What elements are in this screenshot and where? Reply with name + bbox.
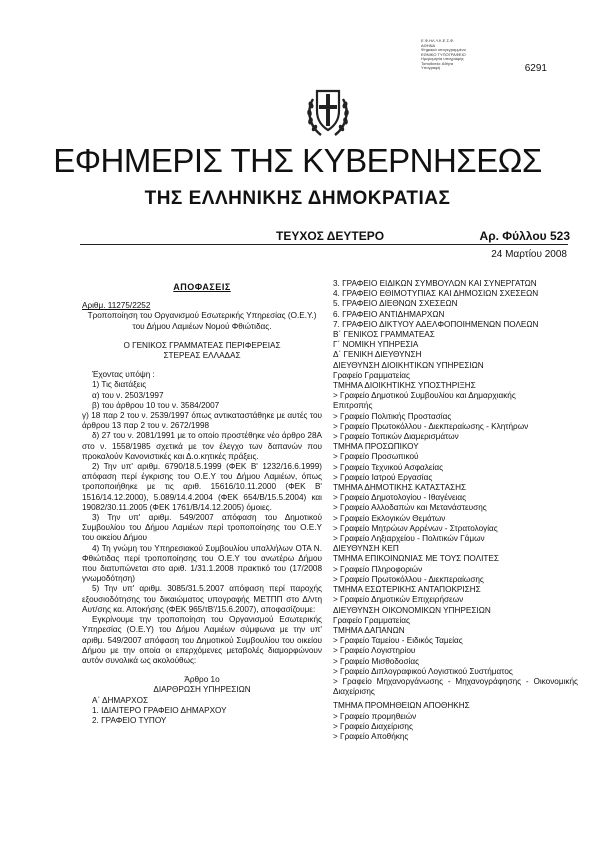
list-item: Δ΄ ΓΕΝΙΚΗ ΔΙΕΥΘΥΝΣΗ: [333, 350, 422, 360]
decision-ref: Αριθμ. 11275/2252: [82, 301, 151, 311]
left-column: [82, 282, 322, 726]
header-rule: [80, 244, 568, 245]
decisions-heading: ΑΠΟΦΑΣΕΙΣ: [173, 282, 231, 292]
meta-line: Υπογραφή: [421, 65, 441, 70]
paragraph: γ) 18 παρ 2 του ν. 2539/1997 όπως αντικαταστάθηκε με αυτές του άρθρου 13 παρ 2 του ν. 2672/1998: [82, 411, 322, 431]
paragraph: 5) Την υπ' αριθμ. 3085/31.5.2007 απόφαση περί παροχής εξουσιοδότησης του δικαιώματος υπογραφής ΜΕΤΠΠ στο Δ/ντη Αυτ/σης κα. Αποκήσης (ΦΕΚ 965/τΒ'/15.6.2007), αποφασίζουμε:: [82, 584, 322, 614]
meta-line: Ε.Φ.ΗΛ.Υ.Κ.Ε.Σ.Φ.: [421, 38, 455, 43]
list-item: > Γραφείο Ληξιαρχείου - Πολιτικών Γάμων: [333, 534, 485, 544]
list-item: > Γραφείο Ταμείου - Ειδικός Ταμείας: [333, 636, 463, 646]
list-item: > Γραφείο Προσωπικού: [333, 452, 419, 462]
list-item: Α΄ ΔΗΜΑΡΧΟΣ: [92, 695, 149, 705]
list-item: > Γραφείο Διαχείρισης: [333, 721, 413, 731]
list-item: > Γραφείο Μηχανοργάνωσης - Μηχανογράφησης - Οικονομικής Διαχείρισης: [333, 676, 578, 697]
list-item: ΤΜΗΜΑ ΠΡΟΜΗΘΕΙΩΝ ΑΠΟΘΗΚΗΣ: [333, 701, 470, 711]
right-column: [333, 279, 578, 742]
list-item: ΔΙΕΥΘΥΝΣΗ ΟΙΚΟΝΟΜΙΚΩΝ ΥΠΗΡΕΣΙΩΝ: [333, 605, 491, 615]
list-item: > Γραφείο Δημοτικού Συμβουλίου και Δημαρχιακής: [333, 391, 516, 401]
paragraph: 3) Την υπ' αριθμ. 549/2007 απόφαση του Δημοτικού Συμβουλίου του Δήμου Λαμιέων περί τροποποίησης του Ο.Ε.Υ του οικείου Δήμου: [82, 513, 322, 543]
list-item: ΤΜΗΜΑ ΕΣΩΤΕΡΙΚΗΣ ΑΝΤΑΠΟΚΡΙΣΗΣ: [333, 585, 481, 595]
list-item: 4. ΓΡΑΦΕΙΟ ΕΘΙΜΟΤΥΠΙΑΣ ΚΑΙ ΔΗΜΟΣΙΩΝ ΣΧΕΣΕΩΝ: [333, 289, 539, 299]
list-item: 3. ΓΡΑΦΕΙΟ ΕΙΔΙΚΩΝ ΣΥΜΒΟΥΛΩΝ ΚΑΙ ΣΥΝΕΡΓΑΤΩΝ: [333, 279, 537, 288]
list-item: > Γραφείο Μισθοδοσίας: [333, 656, 420, 666]
list-item: Γραφείο Γραμματείας: [333, 615, 410, 625]
list-item: > Γραφείο προμηθειών: [333, 711, 417, 721]
list-item: 2. ΓΡΑΦΕΙΟ ΤΥΠΟΥ: [92, 715, 167, 725]
paragraph: 4) Τη γνώμη του Υπηρεσιακού Συμβουλίου υπαλλήλων ΟΤΑ Ν. Φθιώτιδας περί τροποποίησης του Ο.Ε.Υ του ανωτέρω Δήμου που διατυπώνεται στο αριθ. 1/31.1.2008 πρακτικό του (17/2008 γνωμοδότηση): [82, 543, 322, 584]
list-item: ΔΙΕΥΘΥΝΣΗ ΚΕΠ: [333, 544, 399, 554]
authority-line-1: Ο ΓΕΝΙΚΟΣ ΓΡΑΜΜΑΤΕΑΣ ΠΕΡΙΦΕΡΕΙΑΣ: [123, 340, 281, 350]
list-item: ΤΜΗΜΑ ΠΡΟΣΩΠΙΚΟΥ: [333, 442, 419, 452]
page-number: 6291: [524, 63, 547, 74]
meta-line: ΕΘΝΙΚΟ ΤΥΠΟΓΡΑΦΕΙΟ: [421, 51, 466, 57]
digital-signature-block: [421, 39, 466, 71]
list-item: ΤΜΗΜΑ ΔΙΟΙΚΗΤΙΚΗΣ ΥΠΟΣΤΗΡΙΞΗΣ: [333, 381, 476, 391]
list-item: > Γραφείο Εκλογικών Θεμάτων: [333, 513, 446, 523]
list-item: > Γραφείο Τοπικών Διαμερισμάτων: [333, 432, 459, 442]
list-item: > Γραφείο Αποθήκης: [333, 731, 409, 741]
list-item: > Γραφείο Ιατρού Εργασίας: [333, 472, 433, 482]
decision-subject: Τροποποίηση του Οργανισμού Εσωτερικής Υπηρεσίας (Ο.Ε.Υ.) του Δήμου Λαμιέων Νομού Φθιώτιδας.: [87, 311, 317, 331]
list-item: 1. ΙΔΙΑΙΤΕΡΟ ΓΡΑΦΕΙΟ ΔΗΜΑΡΧΟΥ: [92, 705, 227, 715]
list-item: > Γραφείο Δημοτικών Επιχειρήσεων: [333, 595, 464, 605]
having-regard: Έχοντας υπόψη :: [92, 370, 155, 380]
issue-date: 24 Μαρτίου 2008: [491, 249, 567, 260]
list-item: > Γραφείο Τεχνικού Ασφαλείας: [333, 462, 444, 472]
list-item: > Γραφείο Δημοτολογίου - Ιθαγένειας: [333, 493, 467, 503]
list-item: 5. ΓΡΑΦΕΙΟ ΔΙΕΘΝΩΝ ΣΧΕΣΕΩΝ: [333, 299, 458, 309]
list-item: > Γραφείο Διπλογραφικού Λογιστικού Συστήματος: [333, 666, 513, 676]
meta-line: ΑΘΗΝΑ: [421, 42, 436, 48]
authority-line-2: ΣΤΕΡΕΑΣ ΕΛΛΑΔΑΣ: [163, 351, 241, 361]
article-number: Άρθρο 1ο: [184, 675, 220, 685]
paragraph: δ) 27 του ν. 2081/1991 με το οποίο προστέθηκε νέο άρθρο 28Α στο ν. 1558/1985 σχετικά με τον έλεγχο των δαπανών που προκαλούν Κανονιστικές και Δ.ο.κητικές πράξεις.: [82, 431, 322, 461]
list-item: Γραφείο Γραμματείας: [333, 370, 410, 380]
sheet-number: Αρ. Φύλλου 523: [479, 229, 570, 243]
list-item: > Γραφείο Αλλοδαπών και Μετανάστευσης: [333, 503, 487, 513]
list-item: > Γραφείο Μητρώων Αρρένων - Στρατολογίας: [333, 523, 498, 533]
issue-label: ΤΕΥΧΟΣ ΔΕΥΤΕΡΟ: [276, 229, 385, 243]
list-item: > Γραφείο Πρωτοκόλλου - Διεκπεραίωσης: [333, 574, 484, 584]
list-item: ΤΜΗΜΑ ΔΗΜΟΤΙΚΗΣ ΚΑΤΑΣΤΑΣΗΣ: [333, 483, 467, 493]
article-title: ΔΙΑΡΘΡΩΣΗ ΥΠΗΡΕΣΙΩΝ: [153, 685, 251, 695]
list-item: 6. ΓΡΑΦΕΙΟ ΑΝΤΙΔΗΜΑΡΧΩΝ: [333, 309, 445, 319]
meta-line: Ψηφιακά υπογεγραμμένο: [421, 47, 466, 52]
list-item: Επιτροπής: [333, 401, 373, 411]
list-item: ΤΜΗΜΑ ΔΑΠΑΝΩΝ: [333, 625, 405, 635]
gazette-subtitle: ΤΗΣ ΕΛΛΗΝΙΚΗΣ ΔΗΜΟΚΡΑΤΙΑΣ: [144, 188, 451, 209]
list-item: > Γραφείο Λογιστηρίου: [333, 646, 416, 656]
list-item: 7. ΓΡΑΦΕΙΟ ΔΙΚΤΥΟΥ ΑΔΕΛΦΟΠΟΙΗΜΕΝΩΝ ΠΟΛΕΩΝ: [333, 319, 539, 329]
list-item: Γ΄ ΝΟΜΙΚΗ ΥΠΗΡΕΣΙΑ: [333, 340, 419, 350]
list-item: > Γραφείο Πληροφοριών: [333, 564, 423, 574]
gazette-title: ΕΦΗΜΕΡΙΣ ΤΗΣ ΚΥΒΕΡΝΗΣΕΩΣ: [53, 142, 542, 179]
paragraph: β) του άρθρου 10 του ν. 3584/2007: [92, 400, 220, 410]
paragraph: 1) Τις διατάξεις: [92, 380, 147, 390]
list-item: ΔΙΕΥΘΥΝΣΗ ΔΙΟΙΚΗΤΙΚΩΝ ΥΠΗΡΕΣΙΩΝ: [333, 360, 484, 370]
meta-line: Ημερομηνία υπογραφής: [421, 56, 464, 61]
paragraph: 2) Την υπ' αριθμ. 6790/18.5.1999 (ΦΕΚ Β' 1232/16.6.1999) απόφαση περί έγκρισης του Ο.Ε.Υ του Δήμου Λαμιέων, όπως τροποποιήθηκε με τις αριθ. 15616/10.11.2000 (ΦΕΚ Β' 1516/14.12.2000), 5.089/14.4.2004 (ΦΕΚ 654/Β/15.5.2004) και 19082/30.11.2005 (ΦΕΚ 1761/Β/14.12.2005) όμοιες.: [82, 462, 322, 512]
paragraph: α) του ν. 2503/1997: [92, 390, 164, 400]
meta-line: Τοποθεσία: Αθήνα: [421, 60, 454, 66]
list-item: Β΄ ΓΕΝΙΚΟΣ ΓΡΑΜΜΑΤΕΑΣ: [333, 330, 435, 340]
coat-of-arms-icon: [305, 85, 351, 144]
paragraph: Εγκρίνουμε την τροποποίηση του Οργανισμού Εσωτερικής Υπηρεσίας (Ο.Ε.Υ) του Δήμου Λαμιέων σύμφωνα με την υπ' αριθμ. 549/2007 απόφαση του Δημοτικού Συμβουλίου του οικείου Δήμου με την οποία οι επερχόμενες μεταβολές διαμορφώνουν αυτόν συνολικά ως ακολούθως:: [82, 615, 322, 665]
list-item: ΤΜΗΜΑ ΕΠΙΚΟΙΝΩΝΙΑΣ ΜΕ ΤΟΥΣ ΠΟΛΙΤΕΣ: [333, 554, 499, 564]
list-item: > Γραφείο Πολιτικής Προστασίας: [333, 411, 452, 421]
list-item: > Γραφείο Πρωτοκόλλου - Διεκπεραίωσης - Κλητήρων: [333, 421, 529, 431]
